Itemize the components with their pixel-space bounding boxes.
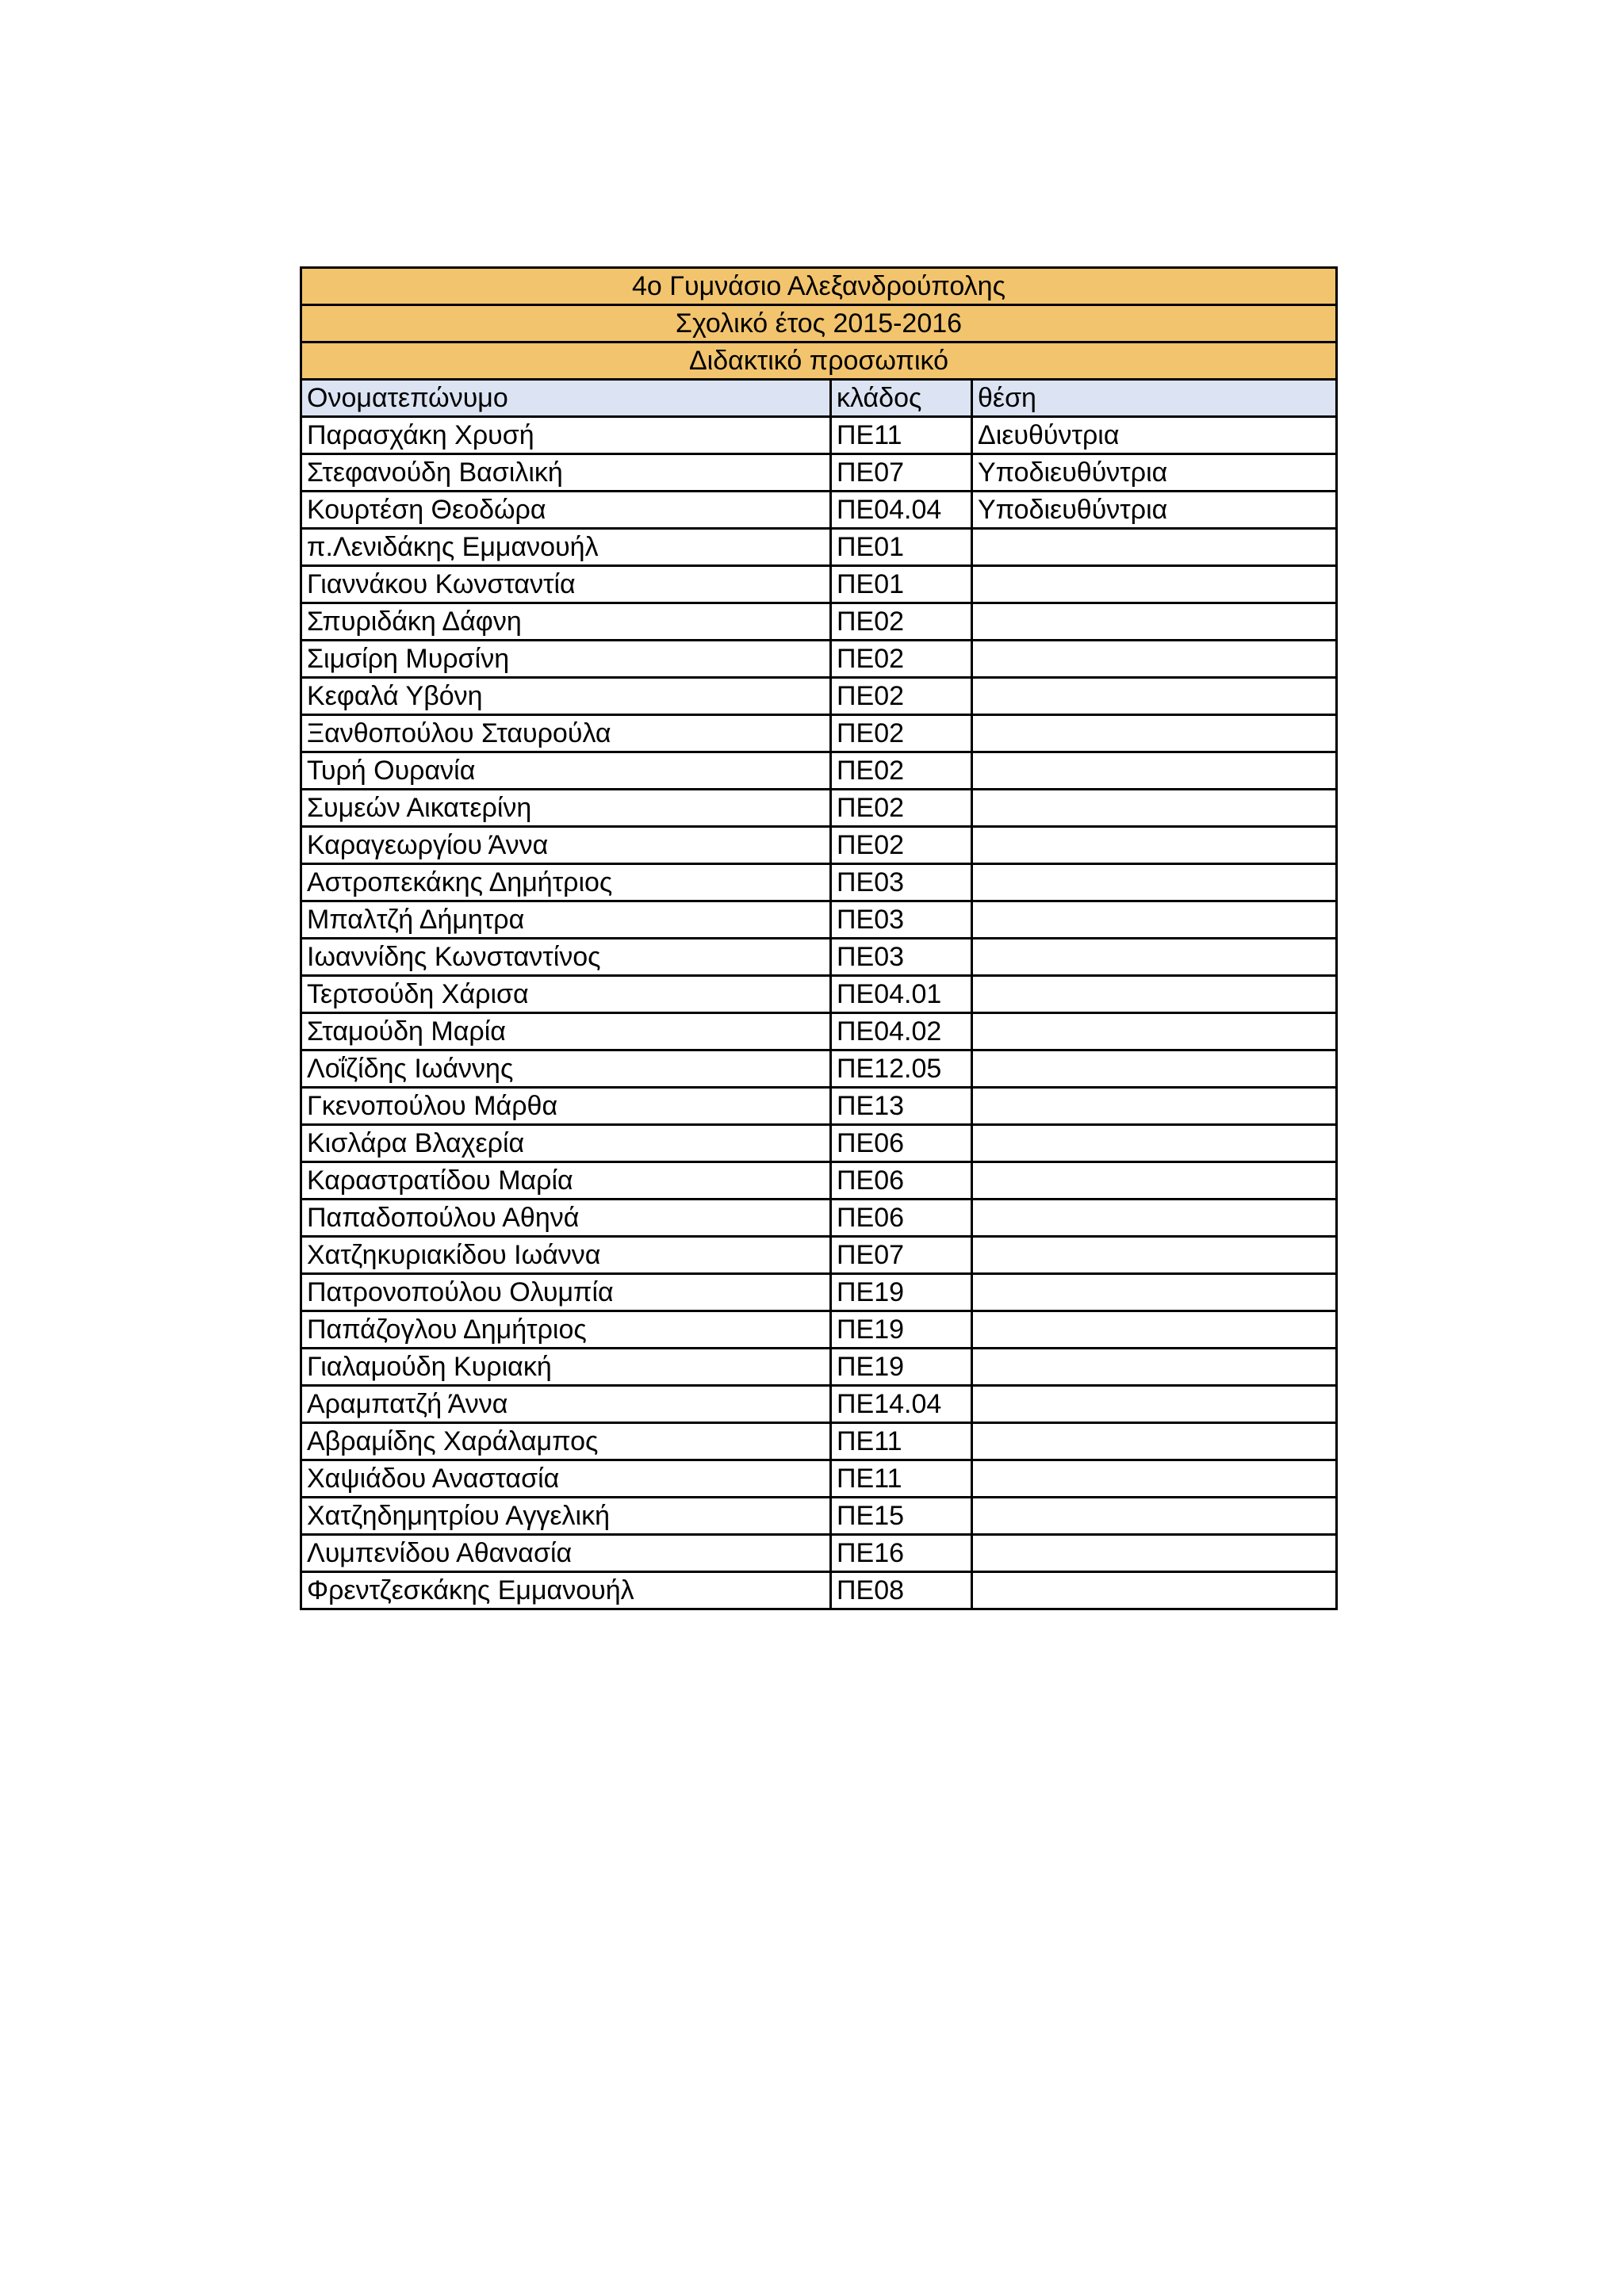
name-cell: Λυμπενίδου Αθανασία xyxy=(301,1535,831,1572)
header-position: θέση xyxy=(972,380,1337,417)
position-cell xyxy=(972,1498,1337,1535)
name-cell: Μπαλτζή Δήμητρα xyxy=(301,901,831,939)
name-cell: Ιωαννίδης Κωνσταντίνος xyxy=(301,939,831,976)
name-cell: Τερτσούδη Χάρισα xyxy=(301,976,831,1013)
name-cell: Αβραμίδης Χαράλαμπος xyxy=(301,1423,831,1460)
position-cell xyxy=(972,1386,1337,1423)
name-cell: Σταμούδη Μαρία xyxy=(301,1013,831,1050)
title-row-school xyxy=(301,268,1337,305)
position-cell xyxy=(972,1274,1337,1311)
school-year-title: Σχολικό έτος 2015-2016 xyxy=(301,305,1337,342)
name-cell: Χατζηδημητρίου Αγγελική xyxy=(301,1498,831,1535)
title-row-year xyxy=(301,305,1337,342)
table-row xyxy=(301,790,1337,827)
table-row xyxy=(301,1460,1337,1498)
position-cell xyxy=(972,715,1337,752)
position-cell xyxy=(972,864,1337,901)
name-cell: Κεφαλά Υβόνη xyxy=(301,678,831,715)
table-row xyxy=(301,454,1337,492)
table-row xyxy=(301,752,1337,790)
name-cell: Γιαλαμούδη Κυριακή xyxy=(301,1349,831,1386)
name-cell: Πατρονοπούλου Ολυμπία xyxy=(301,1274,831,1311)
name-cell: Γιαννάκου Κωνσταντία xyxy=(301,566,831,603)
branch-cell: ΠΕ08 xyxy=(831,1572,972,1609)
header-branch: κλάδος xyxy=(831,380,972,417)
table-row xyxy=(301,715,1337,752)
branch-cell: ΠΕ02 xyxy=(831,603,972,641)
table-row xyxy=(301,566,1337,603)
name-cell: Καραγεωργίου Άννα xyxy=(301,827,831,864)
branch-cell: ΠΕ15 xyxy=(831,1498,972,1535)
position-cell xyxy=(972,641,1337,678)
table-row xyxy=(301,603,1337,641)
table-row xyxy=(301,1311,1337,1349)
position-cell xyxy=(972,901,1337,939)
table-row xyxy=(301,492,1337,529)
table-row xyxy=(301,1125,1337,1162)
header-row xyxy=(301,380,1337,417)
branch-cell: ΠΕ02 xyxy=(831,827,972,864)
table-row xyxy=(301,1572,1337,1609)
position-cell: Διευθύντρια xyxy=(972,417,1337,454)
name-cell: Χατζηκυριακίδου Ιωάννα xyxy=(301,1237,831,1274)
branch-cell: ΠΕ04.04 xyxy=(831,492,972,529)
table-row xyxy=(301,1274,1337,1311)
table-row xyxy=(301,641,1337,678)
name-cell: Παπαδοπούλου Αθηνά xyxy=(301,1200,831,1237)
table-row xyxy=(301,529,1337,566)
table-row xyxy=(301,1013,1337,1050)
position-cell xyxy=(972,976,1337,1013)
branch-cell: ΠΕ03 xyxy=(831,864,972,901)
position-cell xyxy=(972,1535,1337,1572)
staff-table-body xyxy=(301,268,1337,1609)
position-cell xyxy=(972,603,1337,641)
position-cell xyxy=(972,1237,1337,1274)
title-row-staff xyxy=(301,342,1337,380)
table-row xyxy=(301,976,1337,1013)
branch-cell: ΠΕ02 xyxy=(831,752,972,790)
name-cell: Σπυριδάκη Δάφνη xyxy=(301,603,831,641)
position-cell xyxy=(972,678,1337,715)
branch-cell: ΠΕ02 xyxy=(831,641,972,678)
position-cell xyxy=(972,1460,1337,1498)
branch-cell: ΠΕ16 xyxy=(831,1535,972,1572)
position-cell xyxy=(972,1349,1337,1386)
position-cell xyxy=(972,1200,1337,1237)
branch-cell: ΠΕ02 xyxy=(831,715,972,752)
position-cell xyxy=(972,1088,1337,1125)
branch-cell: ΠΕ12.05 xyxy=(831,1050,972,1088)
name-cell: Αραμπατζή Άννα xyxy=(301,1386,831,1423)
name-cell: Παρασχάκη Χρυσή xyxy=(301,417,831,454)
table-row xyxy=(301,1088,1337,1125)
table-row xyxy=(301,1200,1337,1237)
position-cell xyxy=(972,1311,1337,1349)
position-cell xyxy=(972,1162,1337,1200)
branch-cell: ΠΕ07 xyxy=(831,1237,972,1274)
position-cell xyxy=(972,790,1337,827)
branch-cell: ΠΕ03 xyxy=(831,939,972,976)
name-cell: Καραστρατίδου Μαρία xyxy=(301,1162,831,1200)
table-row xyxy=(301,1349,1337,1386)
staff-title: Διδακτικό προσωπικό xyxy=(301,342,1337,380)
table-row xyxy=(301,864,1337,901)
name-cell: Συμεών Αικατερίνη xyxy=(301,790,831,827)
name-cell: Στεφανούδη Βασιλική xyxy=(301,454,831,492)
table-row xyxy=(301,1498,1337,1535)
branch-cell: ΠΕ11 xyxy=(831,417,972,454)
school-title: 4ο Γυμνάσιο Αλεξανδρούπολης xyxy=(301,268,1337,305)
position-cell xyxy=(972,1013,1337,1050)
branch-cell: ΠΕ02 xyxy=(831,790,972,827)
table-row xyxy=(301,678,1337,715)
position-cell: Υποδιευθύντρια xyxy=(972,454,1337,492)
position-cell xyxy=(972,1572,1337,1609)
table-row xyxy=(301,939,1337,976)
table-row xyxy=(301,1050,1337,1088)
branch-cell: ΠΕ02 xyxy=(831,678,972,715)
position-cell xyxy=(972,1050,1337,1088)
table-row xyxy=(301,1423,1337,1460)
name-cell: Φρεντζεσκάκης Εμμανουήλ xyxy=(301,1572,831,1609)
position-cell xyxy=(972,1125,1337,1162)
table-row xyxy=(301,1386,1337,1423)
branch-cell: ΠΕ03 xyxy=(831,901,972,939)
header-name: Ονοματεπώνυμο xyxy=(301,380,831,417)
branch-cell: ΠΕ11 xyxy=(831,1460,972,1498)
name-cell: Κουρτέση Θεοδώρα xyxy=(301,492,831,529)
branch-cell: ΠΕ14.04 xyxy=(831,1386,972,1423)
name-cell: Σιμσίρη Μυρσίνη xyxy=(301,641,831,678)
name-cell: Τυρή Ουρανία xyxy=(301,752,831,790)
branch-cell: ΠΕ07 xyxy=(831,454,972,492)
branch-cell: ΠΕ06 xyxy=(831,1162,972,1200)
table-row xyxy=(301,901,1337,939)
branch-cell: ΠΕ13 xyxy=(831,1088,972,1125)
branch-cell: ΠΕ19 xyxy=(831,1274,972,1311)
branch-cell: ΠΕ04.02 xyxy=(831,1013,972,1050)
staff-table xyxy=(300,266,1338,1610)
branch-cell: ΠΕ06 xyxy=(831,1200,972,1237)
branch-cell: ΠΕ01 xyxy=(831,529,972,566)
position-cell xyxy=(972,1423,1337,1460)
position-cell xyxy=(972,752,1337,790)
branch-cell: ΠΕ11 xyxy=(831,1423,972,1460)
name-cell: Χαψιάδου Αναστασία xyxy=(301,1460,831,1498)
branch-cell: ΠΕ06 xyxy=(831,1125,972,1162)
name-cell: Γκενοπούλου Μάρθα xyxy=(301,1088,831,1125)
table-row xyxy=(301,1237,1337,1274)
branch-cell: ΠΕ04.01 xyxy=(831,976,972,1013)
position-cell xyxy=(972,939,1337,976)
name-cell: π.Λενιδάκης Εμμανουήλ xyxy=(301,529,831,566)
name-cell: Κισλάρα Βλαχερία xyxy=(301,1125,831,1162)
position-cell: Υποδιευθύντρια xyxy=(972,492,1337,529)
name-cell: Παπάζογλου Δημήτριος xyxy=(301,1311,831,1349)
table-row xyxy=(301,827,1337,864)
table-row xyxy=(301,1162,1337,1200)
branch-cell: ΠΕ19 xyxy=(831,1311,972,1349)
name-cell: Λοΐζίδης Ιωάννης xyxy=(301,1050,831,1088)
name-cell: Αστροπεκάκης Δημήτριος xyxy=(301,864,831,901)
position-cell xyxy=(972,566,1337,603)
branch-cell: ΠΕ01 xyxy=(831,566,972,603)
position-cell xyxy=(972,529,1337,566)
table-row xyxy=(301,417,1337,454)
name-cell: Ξανθοπούλου Σταυρούλα xyxy=(301,715,831,752)
position-cell xyxy=(972,827,1337,864)
branch-cell: ΠΕ19 xyxy=(831,1349,972,1386)
table-row xyxy=(301,1535,1337,1572)
